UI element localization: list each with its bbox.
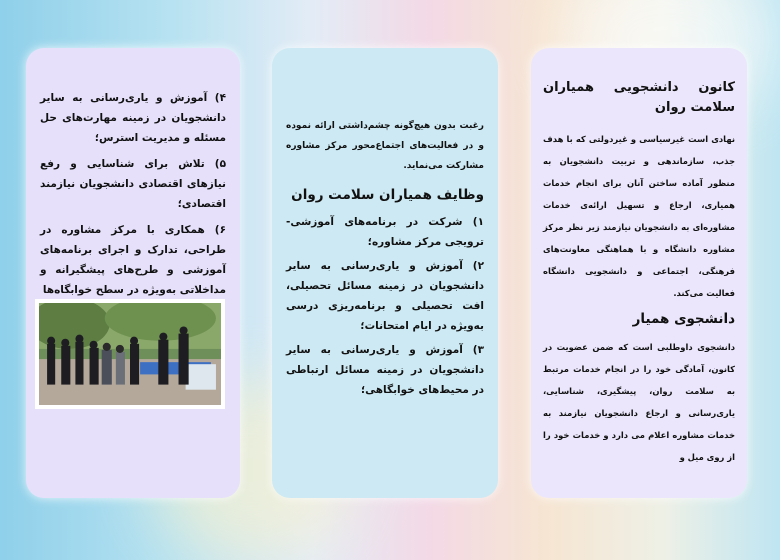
middle-item-1: ۱) شرکت در برنامه‌های آموزشی-ترویجی مرکز مشاوره؛	[286, 216, 484, 248]
left-item-5: ۵) تلاش برای شناسایی و رفع نیازهای اقتصادی دانشجویان نیازمند اقتصادی؛	[40, 158, 226, 210]
middle-panel	[272, 48, 498, 498]
right-body: نهادی است غیرسیاسی و غیردولتی که با هدف جذب، سازماندهی و تربیت دانشجویان به منظور آماده ساختن آنان برای انجام خدمات همیاری، ارجاع و تسهیل ارائه‌ی خدمات مشاوره‌ای به دانشجویان نیازمند زیر نظر مرکز مشاوره دانشگاه و با هماهنگی معاونت‌های فرهنگی، اجتماعی و دانشجویی دانشگاه فعالیت می‌کند.	[543, 134, 735, 298]
right-title: کانون دانشجویی همیاران سلامت روان	[543, 80, 735, 115]
left-item-6: ۶) همکاری با مرکز مشاوره در طراحی، تدارک و اجرای برنامه‌های آموزشی و طرح‌های پیشگیرانه و مداخلاتی به‌ویژه در سطح خوابگاه‌ها	[40, 224, 226, 296]
left-item-4: ۴) آموزش و یاری‌رسانی به سایر دانشجویان در زمینه مهارت‌های حل مسئله و مدیریت استرس؛	[40, 92, 226, 144]
left-panel	[26, 48, 240, 498]
middle-item-2: ۲) آموزش و یاری‌رسانی به سایر دانشجویان در زمینه مسائل تحصیلی، افت تحصیلی و برنامه‌ریزی درسی به‌ویژه در ایام امتحانات؛	[286, 260, 484, 332]
right-subbody: دانشجوی داوطلبی است که ضمن عضویت در کانون، آمادگی خود را در انجام خدمات مرتبط به سلامت روان، پیشگیری، شناسایی، یاری‌رسانی و ارجاع دانشجویان نیازمند به خدمات مشاوره اعلام می دارد و خدمات خود را از روی میل و	[543, 342, 735, 462]
right-subheading: دانشجوی همیار	[632, 311, 735, 327]
right-panel	[531, 48, 747, 498]
middle-item-3: ۳) آموزش و یاری‌رسانی به سایر دانشجویان در زمینه مسائل ارتباطی در محیط‌های خوابگاهی؛	[286, 344, 484, 396]
middle-intro: رغبت بدون هیچ‌گونه چشم‌داشتی ارائه نموده و در فعالیت‌های اجتماع‌محور مرکز مشاوره مشارکت می‌نماید.	[286, 121, 484, 171]
middle-heading: وظایف همیاران سلامت روان	[291, 187, 484, 203]
event-photo	[35, 299, 225, 409]
